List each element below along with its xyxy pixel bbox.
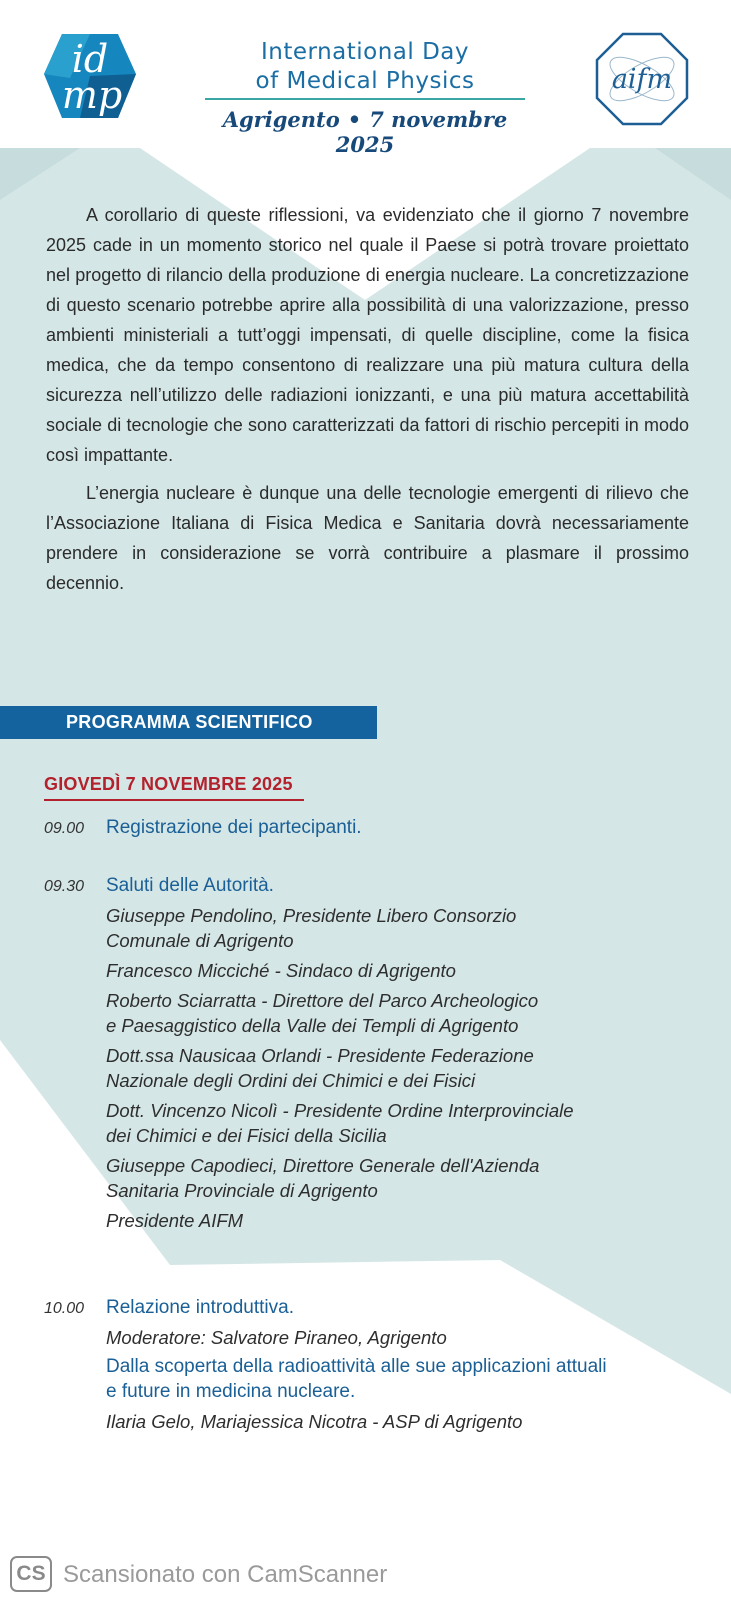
bullet-separator: • (347, 107, 362, 132)
svg-text:id: id (71, 37, 109, 81)
moderator-line: Moderatore: Salvatore Piraneo, Agrigento (106, 1327, 447, 1348)
talk-title-line: Dalla scoperta della radioattività alle sue applicazioni attuali (106, 1356, 607, 1377)
talk-speakers: Ilaria Gelo, Mariajessica Nicotra - ASP di Agrigento (106, 1411, 523, 1432)
day-heading-underline (44, 799, 304, 801)
speaker-line: Roberto Sciarratta - Direttore del Parco Archeologico (106, 990, 539, 1011)
svg-text:mp: mp (61, 73, 123, 117)
intro-text (46, 200, 689, 606)
schedule-item-title: Saluti delle Autorità. (106, 875, 274, 896)
schedule-item-title: Registrazione dei partecipanti. (106, 817, 362, 838)
speaker-line: Giuseppe Pendolino, Presidente Libero Consorzio (106, 905, 517, 926)
speaker-line: Dott.ssa Nausicaa Orlandi - Presidente Federazione (106, 1045, 534, 1066)
day-heading: GIOVEDÌ 7 NOVEMBRE 2025 (44, 774, 293, 794)
speaker-line: Francesco Micciché - Sindaco di Agrigento (106, 960, 456, 981)
speaker-line: Nazionale degli Ordini dei Chimici e dei Fisici (106, 1070, 476, 1091)
intro-paragraph: A corollario di queste riflessioni, va evidenziato che il giorno 7 novembre 2025 cade in un momento storico nel quale il Paese si potrà trovare proiettato nel progetto di rilancio della produzione di energia nucleare. La concretizzazione di questo scenario potrebbe aprire alla possibilità di una valorizzazione, presso ambienti ministeriali a tutt’oggi impensati, di quelle discipline, come la fisica medica, che da tempo consentono di realizzare una più matura cultura della sicurezza nell’utilizzo delle radiazioni ionizzanti, e una più matura accettabilità sociale di tecnologie che sono caratterizzati da fattori di rischio percepiti in modo così impattante. (46, 205, 689, 465)
speaker-line: Comunale di Agrigento (106, 930, 294, 951)
event-location: Agrigento (222, 107, 340, 132)
speaker-line: Giuseppe Capodieci, Direttore Generale dell'Azienda (106, 1155, 540, 1176)
speaker-line: Dott. Vincenzo Nicolì - Presidente Ordine Interprovinciale (106, 1100, 574, 1121)
schedule-item-title: Relazione introduttiva. (106, 1297, 294, 1318)
speaker-line: Sanitaria Provinciale di Agrigento (106, 1180, 378, 1201)
svg-text:aifm: aifm (611, 64, 673, 95)
event-title-line1: International Day (260, 39, 470, 65)
event-location-date (195, 107, 535, 157)
schedule-time: 10.00 (44, 1300, 85, 1317)
talk-title-line: e future in medicina nucleare. (106, 1381, 356, 1402)
event-title-line2: of Medical Physics (255, 68, 475, 94)
schedule-time: 09.00 (44, 820, 85, 837)
camscanner-watermark: Scansionato con CamScanner (63, 1561, 388, 1588)
intro-paragraph: L’energia nucleare è dunque una delle tecnologie emergenti di rilievo che l’Associazione Italiana di Fisica Medica e Sanitaria dovrà necessariamente prendere in considerazione se vorrà contribuire a plasmare il prossimo decennio. (46, 483, 689, 593)
speaker-line: e Paesaggistico della Valle dei Templi di Agrigento (106, 1015, 519, 1036)
section-title-band: PROGRAMMA SCIENTIFICO (0, 706, 377, 739)
camscanner-logo: CS (10, 1556, 52, 1592)
speaker-line: Presidente AIFM (106, 1210, 244, 1231)
header-divider (205, 98, 525, 100)
event-title (195, 38, 535, 96)
event-date: 7 novembre 2025 (335, 107, 508, 157)
speaker-line: dei Chimici e dei Fisici della Sicilia (106, 1125, 387, 1146)
schedule-time: 09.30 (44, 878, 85, 895)
aifm-logo (593, 30, 691, 128)
idmp-logo (40, 28, 140, 124)
